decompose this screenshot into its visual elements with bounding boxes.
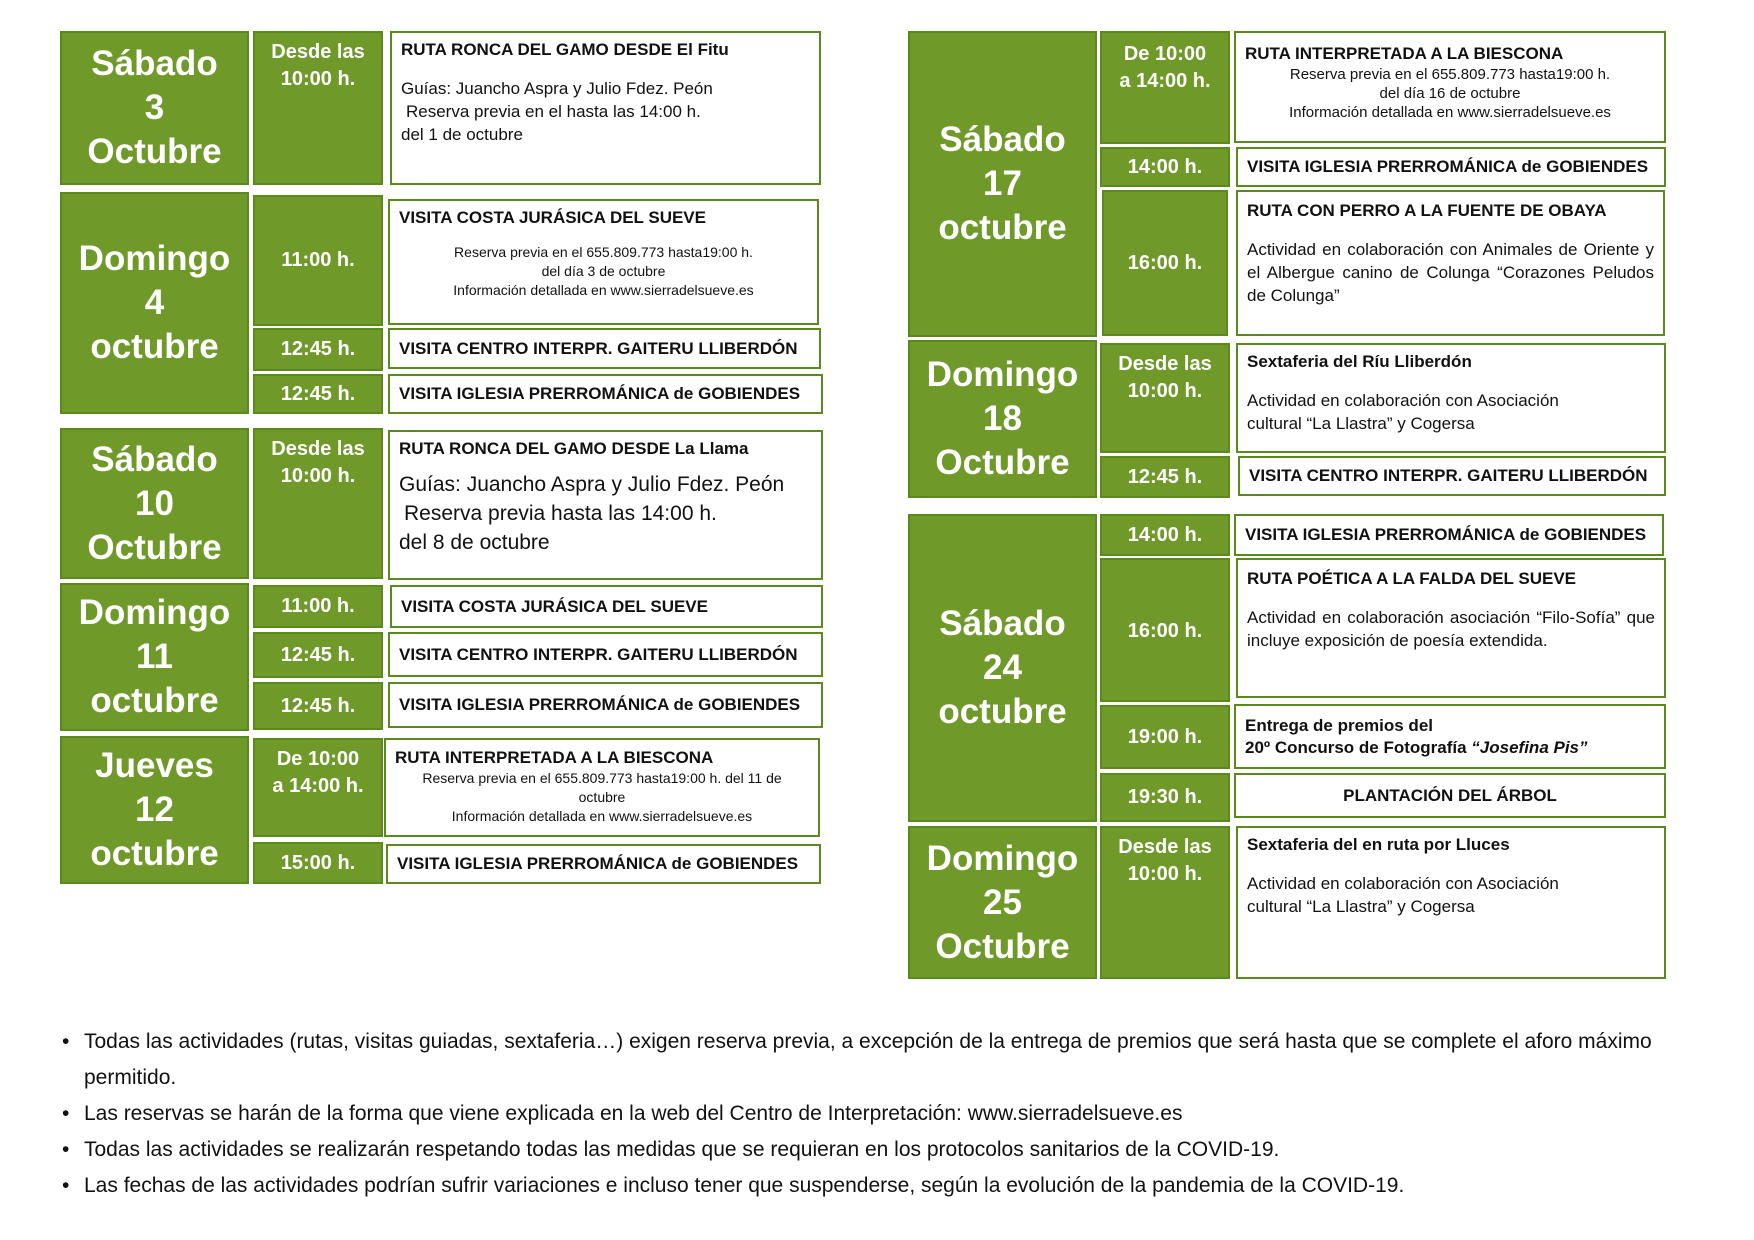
activity-title: VISITA CENTRO INTERPR. GAITERU LLIBERDÓN: [399, 338, 798, 358]
day-name: Domingo: [78, 593, 231, 632]
time-cell: 12:45 h.: [253, 682, 383, 730]
time-cell: 12:45 h.: [1100, 456, 1230, 498]
time-cell: 11:00 h.: [253, 585, 383, 628]
activity-title: PLANTACIÓN DEL ÁRBOL: [1343, 785, 1557, 805]
day-domingo-4: [60, 192, 249, 414]
activity-cell: [388, 632, 823, 677]
notes-list: [62, 1024, 1674, 1204]
day-sabado-10: [60, 428, 249, 579]
activity-line: cultural “La Llastra” y Cogersa: [1247, 897, 1475, 916]
activity-cell: [1236, 343, 1666, 453]
day-month: octubre: [938, 208, 1067, 247]
time-cell: 19:00 h.: [1100, 705, 1230, 769]
activity-cell: [1234, 514, 1664, 556]
time-cell: De 10:00 a 14:00 h.: [253, 738, 383, 837]
day-month: octubre: [90, 834, 219, 873]
day-number: 18: [983, 399, 1022, 438]
day-month: octubre: [90, 327, 219, 366]
time-cell: De 10:00 a 14:00 h.: [1100, 31, 1230, 144]
activity-cell: [1236, 190, 1665, 336]
activity-title: VISITA CENTRO INTERPR. GAITERU LLIBERDÓN: [1249, 466, 1648, 485]
activity-line: Actividad en colaboración con Asociación: [1247, 391, 1559, 410]
day-sabado-3: [60, 31, 249, 185]
day-name: Domingo: [926, 838, 1079, 878]
activity-title: VISITA CENTRO INTERPR. GAITERU LLIBERDÓN: [399, 644, 798, 664]
activity-title: Sextaferia del Ríu Lliberdón: [1247, 352, 1472, 371]
activity-line: del 1 de octubre: [401, 125, 523, 144]
day-number: 25: [983, 882, 1022, 922]
day-month: octubre: [938, 692, 1067, 731]
activity-cell: [1234, 704, 1666, 769]
activity-title: RUTA INTERPRETADA A LA BIESCONA: [1245, 44, 1564, 63]
day-name: Sábado: [91, 439, 218, 479]
activity-cell: [388, 199, 819, 325]
time-cell: 15:00 h.: [253, 842, 383, 884]
activity-cell: [1234, 773, 1666, 818]
time-cell: 11:00 h.: [253, 195, 383, 326]
activity-cell: [1236, 826, 1666, 979]
activity-line: Reserva previa en el 655.809.773 hasta19:00 h. del 11 de octubre: [422, 770, 782, 805]
activity-cell: [388, 430, 823, 580]
activity-description: Actividad en colaboración asociación “Filo-Sofía” que incluye exposición de poesía extendida.: [1247, 608, 1655, 650]
time-cell: 12:45 h.: [253, 328, 383, 371]
activity-title: VISITA IGLESIA PRERROMÁNICA de GOBIENDES: [1247, 157, 1649, 176]
time-cell: Desde las 10:00 h.: [1100, 343, 1230, 453]
activity-cell: [390, 31, 821, 185]
contest-name: “Josefina Pis”: [1471, 738, 1588, 757]
note-item: • Todas las actividades (rutas, visitas guiadas, sextaferia…) exigen reserva previa, a excepción de la entrega de premios que será hasta que se complete el aforo máximo permitido.: [62, 1024, 1674, 1096]
activity-line: Guías: Juancho Aspra y Julio Fdez. Peón: [401, 79, 713, 98]
activity-cell: [1236, 558, 1666, 698]
activity-title: Sextaferia del en ruta por Lluces: [1247, 835, 1510, 854]
activity-title: VISITA IGLESIA PRERROMÁNICA de GOBIENDES: [399, 384, 801, 403]
activity-title: RUTA RONCA DEL GAMO DESDE La Llama: [399, 439, 749, 458]
activity-title: VISITA IGLESIA PRERROMÁNICA de GOBIENDES: [399, 695, 801, 714]
activity-title: RUTA CON PERRO A LA FUENTE DE OBAYA: [1247, 201, 1607, 220]
day-name: Sábado: [939, 604, 1066, 643]
activity-line: Entrega de premios del: [1245, 716, 1433, 735]
time-cell: 19:30 h.: [1100, 773, 1230, 822]
activity-cell: [1234, 31, 1666, 143]
activity-cell: [388, 374, 823, 414]
day-domingo-11: [60, 583, 249, 731]
day-number: 3: [144, 88, 165, 127]
day-number: 4: [144, 283, 165, 322]
day-name: Sábado: [939, 120, 1066, 159]
activity-line: Actividad en colaboración con Asociación: [1247, 874, 1559, 893]
day-domingo-25: [908, 826, 1097, 979]
time-cell: 16:00 h.: [1102, 190, 1228, 336]
activity-line-part: 20º Concurso de Fotografía: [1245, 738, 1472, 757]
activity-line: del día 16 de octubre: [1379, 85, 1521, 102]
day-sabado-17: [908, 31, 1097, 337]
time-cell: 14:00 h.: [1100, 147, 1230, 187]
activity-line: Información detallada en www.sierradelsueve.es: [1289, 104, 1611, 121]
time-cell: 16:00 h.: [1100, 558, 1230, 702]
activity-cell: [386, 844, 821, 884]
activity-line: Información detallada en www.sierradelsueve.es: [451, 808, 753, 824]
activity-title: RUTA POÉTICA A LA FALDA DEL SUEVE: [1247, 569, 1576, 588]
time-cell: Desde las 10:00 h.: [1100, 826, 1230, 979]
time-cell: Desde las 10:00 h.: [253, 428, 383, 579]
activity-line: del 8 de octubre: [399, 531, 550, 554]
time-cell: Desde las 10:00 h.: [253, 31, 383, 185]
day-number: 11: [136, 637, 173, 676]
note-item: • Todas las actividades se realizarán respetando todas las medidas que se requieran en los protocolos sanitarios de la COVID-19.: [62, 1132, 1674, 1168]
activity-cell: [1236, 147, 1666, 187]
day-name: Sábado: [91, 44, 218, 83]
activity-title: VISITA COSTA JURÁSICA DEL SUEVE: [401, 596, 708, 616]
activity-line: Información detallada en www.sierradelsueve.es: [453, 282, 754, 298]
activity-cell: [1238, 456, 1666, 496]
day-month: Octubre: [87, 132, 222, 171]
activity-line: Reserva previa en el 655.809.773 hasta19:00 h.: [454, 244, 753, 260]
day-number: 17: [983, 164, 1022, 203]
note-item: • Las reservas se harán de la forma que viene explicada en la web del Centro de Interpretación: www.sierradelsueve.es: [62, 1096, 1674, 1132]
day-number: 12: [135, 790, 174, 829]
activity-cell: [390, 585, 823, 628]
day-month: Octubre: [87, 527, 222, 567]
day-month: Octubre: [935, 926, 1070, 966]
activity-title: RUTA RONCA DEL GAMO DESDE El Fitu: [401, 40, 729, 59]
day-number: 10: [135, 483, 174, 523]
activity-line: del día 3 de octubre: [541, 263, 666, 279]
day-name: Domingo: [78, 239, 231, 278]
activity-title: VISITA IGLESIA PRERROMÁNICA de GOBIENDES: [397, 854, 799, 873]
activity-cell: [384, 738, 820, 837]
activity-line: Reserva previa en el 655.809.773 hasta19:00 h.: [1289, 66, 1611, 83]
note-item: • Las fechas de las actividades podrían sufrir variaciones e incluso tener que suspenderse, según la evolución de la pandemia de la COVID-19.: [62, 1168, 1674, 1204]
activity-title: VISITA IGLESIA PRERROMÁNICA de GOBIENDES: [1245, 525, 1647, 544]
day-domingo-18: [908, 340, 1097, 498]
time-cell: 12:45 h.: [253, 374, 383, 414]
day-jueves-12: [60, 736, 249, 884]
activity-title: RUTA INTERPRETADA A LA BIESCONA: [395, 748, 714, 767]
activity-cell: [388, 682, 823, 728]
activity-line: [1245, 737, 1655, 759]
activity-title: VISITA COSTA JURÁSICA DEL SUEVE: [399, 208, 706, 227]
day-month: Octubre: [935, 443, 1070, 482]
activity-cell: [388, 328, 821, 369]
activity-line: cultural “La Llastra” y Cogersa: [1247, 414, 1475, 433]
day-sabado-24: [908, 514, 1097, 822]
activity-description: Actividad en colaboración con Animales de Oriente y el Albergue canino de Colunga “Corazones Peludos de Colunga”: [1247, 240, 1654, 305]
day-number: 24: [983, 648, 1022, 687]
activity-line: Guías: Juancho Aspra y Julio Fdez. Peón: [399, 473, 785, 496]
activity-line: Reserva previa hasta las 14:00 h.: [404, 502, 717, 525]
activity-line: Reserva previa en el hasta las 14:00 h.: [406, 102, 701, 121]
day-name: Jueves: [95, 746, 214, 785]
day-month: octubre: [90, 681, 219, 720]
time-cell: 12:45 h.: [253, 632, 383, 678]
time-cell: 14:00 h.: [1100, 514, 1230, 556]
day-name: Domingo: [926, 355, 1079, 394]
